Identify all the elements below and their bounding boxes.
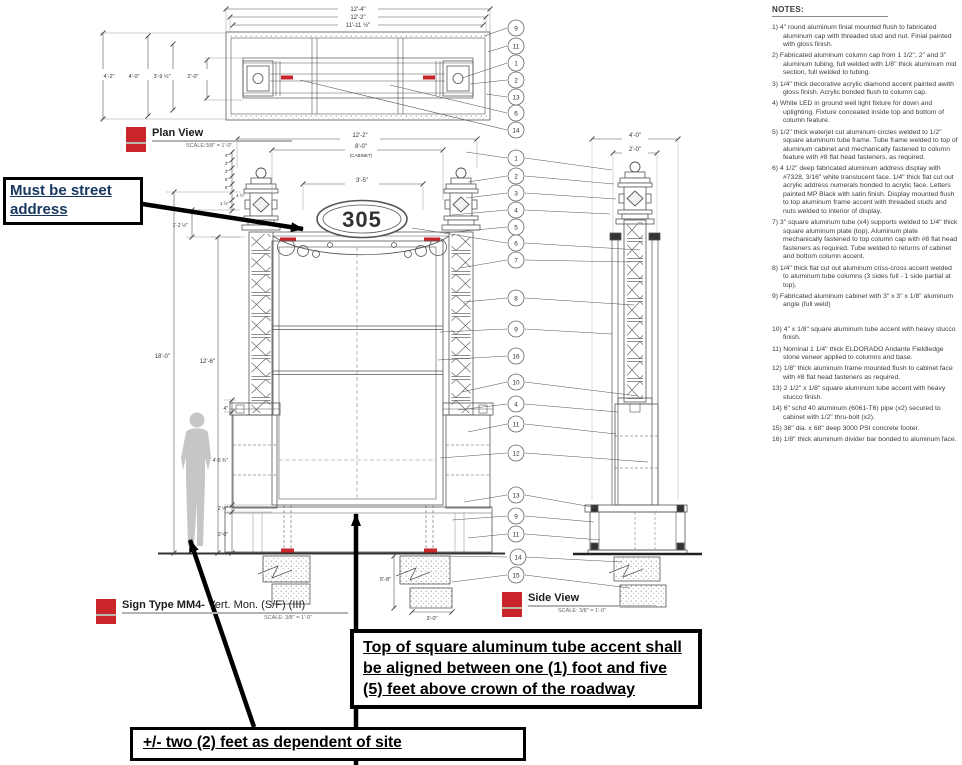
- annotation-arrows: [136, 203, 356, 765]
- annotation-site-dependent: +/- two (2) feet as dependent of site: [130, 727, 526, 761]
- note-item: 7) 3" square aluminum tube (x4) supports welded to 1/4" thick square aluminum plate (top). Aluminum plate mechanically fastened to top column cap with #8 flat head fasteners as required. Tube welded to returns of cabinet and bottom column accent.: [772, 219, 958, 261]
- plan-view-title: Plan View: [152, 127, 204, 139]
- side-dim-labels: [629, 133, 641, 153]
- callout-number: 4: [514, 207, 518, 215]
- notes-panel: [772, 5, 958, 447]
- svg-text:4'-0": 4'-0": [629, 133, 641, 139]
- side-view-scale: SCALE: 3/8" = 1'-0": [558, 608, 606, 614]
- address-number: 305: [342, 207, 382, 232]
- svg-text:2'-0": 2'-0": [218, 532, 228, 538]
- svg-text:3": 3": [224, 169, 229, 174]
- note-item: 5) 1/2" thick waterjet cut aluminum circles welded to 1/2" square aluminum tube frame. Tube frame welded to top of aluminum cabinet and mechanically fastened to column feature with #8 flat head fasteners, as required.: [772, 128, 958, 162]
- callout-number: 10: [512, 379, 520, 387]
- callout-bubbles: [508, 20, 526, 583]
- note-item: 12) 1/8" thick aluminum frame mounted flush to cabinet face with #8 flat head fasteners as required.: [772, 365, 953, 381]
- svg-text:8'-0": 8'-0": [355, 144, 367, 150]
- sign-type-subtitle: Vert. Mon. (S/F) (III): [204, 599, 306, 611]
- sign-type-scale: SCALE: 3/8" = 1'-0": [264, 615, 312, 621]
- note-item: 15) 36" dia. x 68" deep 3000 PSI concrete footer.: [772, 424, 920, 432]
- svg-text:3": 3": [224, 161, 229, 166]
- callout-number: 1: [514, 155, 518, 163]
- callout-number: 13: [512, 492, 520, 500]
- svg-text:2'-0": 2'-0": [187, 74, 199, 80]
- callout-number: 8: [514, 295, 518, 303]
- side-view-drawing: [573, 139, 702, 607]
- note-item: 6) 4 1/2" deep fabricated aluminum address display with #7328, 3/16" white translucent face. 1/4" thick flat cut out acrylic address numerals bonded to acrylic face. Letters painted MP Black with satin finish. Display mounted flush to top aluminum frame accent with threaded studs and nuts welded to interior of display.: [772, 165, 955, 215]
- note-item: 16) 1/8" thick aluminum divider bar bonded to aluminum face.: [772, 436, 957, 444]
- svg-text:11'-11 ½": 11'-11 ½": [345, 23, 371, 29]
- sign-type-title: Sign Type MM4-: [122, 599, 205, 611]
- callout-number: 14: [514, 554, 522, 562]
- svg-text:18'-0": 18'-0": [154, 354, 170, 360]
- plan-view-drawing: [100, 9, 490, 120]
- red-swatch-icon: [502, 592, 522, 617]
- annotation-street-address: Must be street address: [3, 177, 143, 225]
- plan-dim-labels: [97, 7, 370, 80]
- svg-text:3'-0": 3'-0": [426, 616, 438, 622]
- sign-type-label: [96, 599, 348, 624]
- svg-text:12'-4": 12'-4": [350, 7, 366, 13]
- svg-text:1'-2 ½": 1'-2 ½": [172, 223, 188, 229]
- red-accent: [281, 549, 294, 553]
- svg-text:6": 6": [224, 185, 229, 190]
- site-dependent-arrow: [190, 540, 254, 727]
- callout-number: 1: [514, 60, 518, 68]
- red-accent: [424, 549, 437, 553]
- red-swatch-icon: [96, 599, 116, 624]
- note-item: 10) 4" x 1/8" square aluminum tube accent with heavy stucco finish.: [772, 325, 956, 342]
- svg-text:4'-0": 4'-0": [128, 74, 140, 80]
- note-item: 4) White LED in ground well light fixture for down and uplighting. Fixture concealed inside top and bottom of column feature.: [772, 100, 944, 125]
- notes-list: [772, 24, 958, 445]
- callout-number: 12: [512, 450, 520, 458]
- svg-text:4'-5 ¾": 4'-5 ¾": [212, 458, 228, 464]
- svg-text:4'-2": 4'-2": [103, 74, 115, 80]
- callout-number: 14: [512, 127, 520, 135]
- svg-text:5": 5": [224, 177, 229, 182]
- svg-text:2'-0": 2'-0": [629, 147, 641, 153]
- red-accent: [281, 76, 293, 80]
- callout-number: 15: [512, 572, 520, 580]
- note-item: 1) 4" round aluminum finial mounted flush to fabricated aluminum cap with threaded stud and nut. Finial painted with gloss finish.: [772, 24, 952, 48]
- callout-number: 13: [512, 94, 520, 102]
- plan-leader-lines: [300, 28, 507, 130]
- note-item: 11) Nominal 1 1/4" thick ELDORADO Andante Fieldledge stone veneer applied to columns and base.: [772, 345, 944, 362]
- callout-number: 2: [514, 173, 518, 181]
- svg-text:12'-2": 12'-2": [350, 15, 366, 21]
- note-item: 8) 1/4" thick flat cut out aluminum criss-cross accent welded to aluminum tube columns (3 sides full - 1 side partial at top).: [772, 264, 952, 289]
- notes-rule: [772, 16, 888, 17]
- note-item: 9) Fabricated aluminum cabinet with 3" x 3" x 1/8" aluminum angle (full weld): [772, 292, 954, 309]
- side-view-label: [502, 592, 656, 617]
- callout-number: 6: [514, 240, 518, 248]
- svg-text:(CABINET): (CABINET): [349, 153, 373, 158]
- callout-number: 11: [512, 421, 520, 429]
- callout-number: 3: [514, 190, 518, 198]
- elevation-drawing: [158, 139, 505, 612]
- note-item: 14) 6" schd 40 aluminum (6061-T6) pipe (x2) secured to cabinet with 1/2" thru-bolt (x2).: [772, 405, 941, 421]
- callout-number: 9: [514, 326, 518, 334]
- svg-text:1 ½": 1 ½": [219, 201, 229, 206]
- callout-number: 2: [514, 77, 518, 85]
- svg-text:12'-2": 12'-2": [352, 133, 368, 139]
- callout-number: 7: [514, 257, 518, 265]
- note-item: 2) Fabricated aluminum column cap from 1 1/2", 2" and 3" aluminum tubing, full welded with 1/8" thick aluminum mid section, full welded to tubing.: [772, 52, 957, 77]
- side-view-title: Side View: [528, 592, 580, 604]
- callout-number: 9: [514, 513, 518, 521]
- plan-view-scale: SCALE:3/8" = 1'-0": [186, 143, 233, 149]
- svg-text:4": 4": [223, 406, 228, 412]
- annotation-tube-accent: Top of square aluminum tube accent shall be aligned between one (1) foot and five (5) feet above crown of the roadway: [350, 629, 702, 709]
- callout-number: 11: [512, 531, 520, 539]
- callout-number: 5: [514, 224, 518, 232]
- plan-view-label: [126, 127, 292, 152]
- callout-number: 16: [512, 353, 520, 361]
- svg-text:3'-9 ½": 3'-9 ½": [153, 74, 171, 80]
- svg-text:4": 4": [224, 153, 229, 158]
- callout-number: 4: [514, 401, 518, 409]
- red-accent: [423, 76, 435, 80]
- callout-number: 6: [514, 110, 518, 118]
- note-item: 13) 2 1/2" x 1/8" square aluminum tube accent with heavy stucco finish.: [772, 385, 946, 401]
- svg-text:5'-8": 5'-8": [380, 577, 391, 583]
- human-figure: [181, 413, 211, 547]
- callout-number: 9: [514, 25, 518, 33]
- note-item: 3) 1/4" thick decorative acrylic diamond accent painted awith gloss finish. Acrylic bonded flush to column cap.: [772, 80, 954, 97]
- svg-text:12'-6": 12'-6": [199, 359, 215, 365]
- callout-number: 11: [512, 43, 520, 51]
- notes-title: NOTES:: [772, 5, 805, 14]
- svg-text:2 ½": 2 ½": [217, 506, 228, 512]
- svg-text:3'-5": 3'-5": [356, 178, 368, 184]
- svg-text:4 ½": 4 ½": [236, 193, 246, 198]
- red-swatch-icon: [126, 127, 146, 152]
